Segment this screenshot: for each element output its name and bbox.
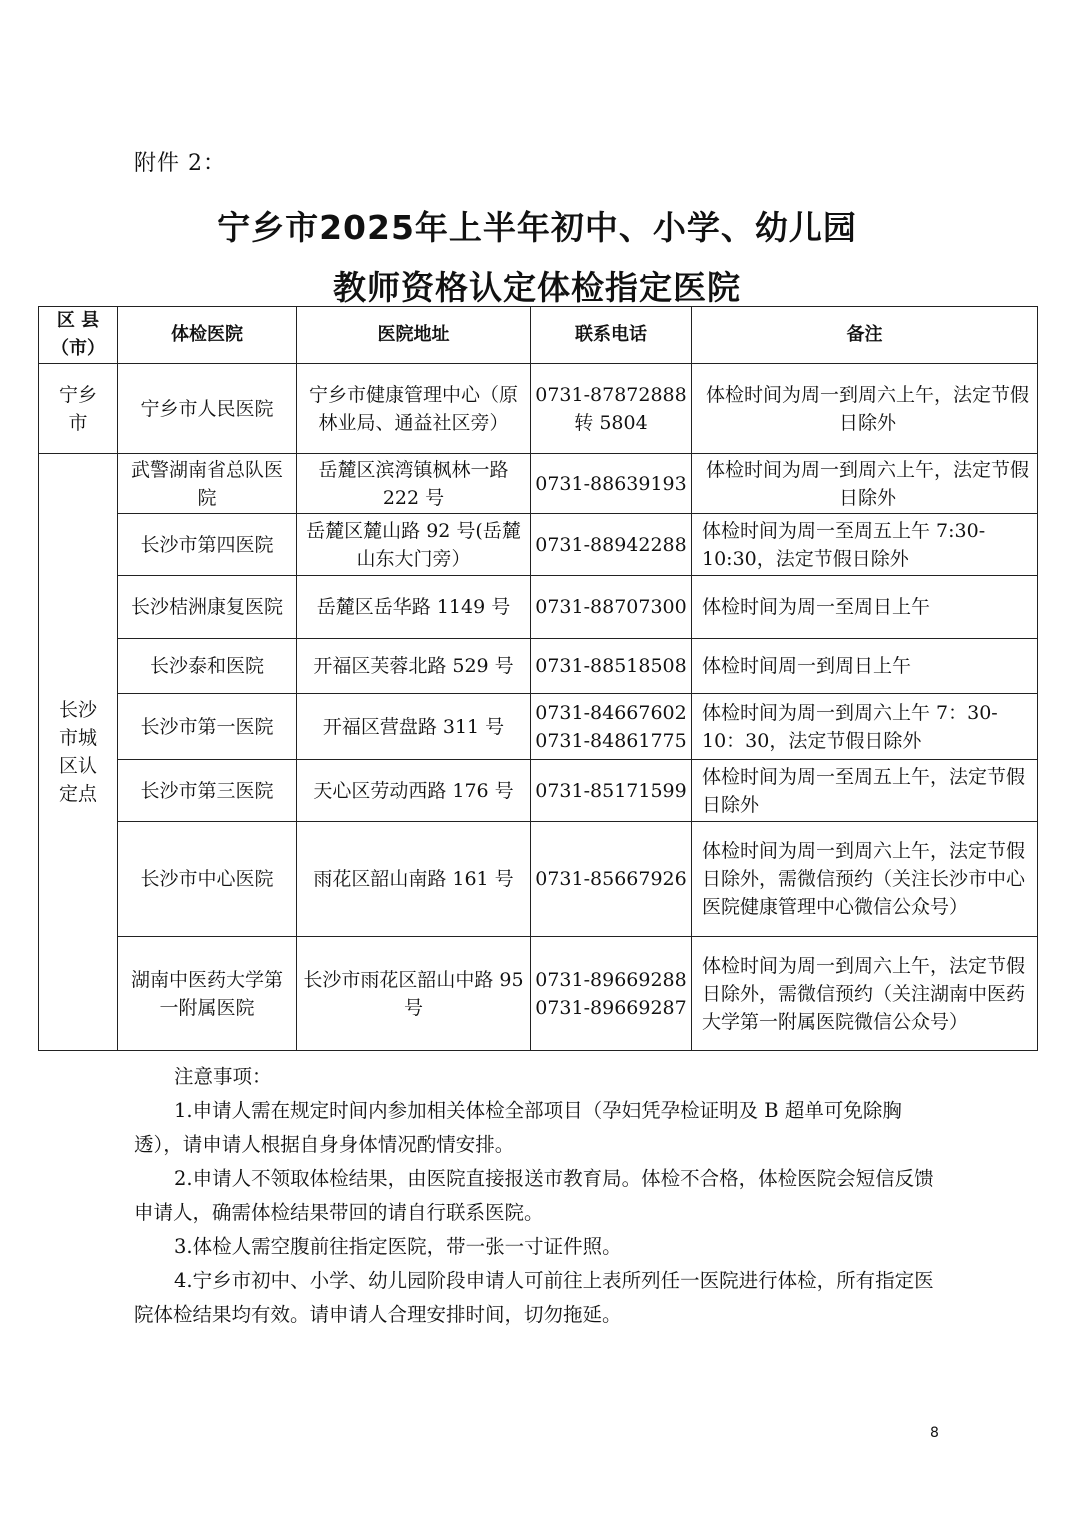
table-row [39, 514, 1038, 576]
hospital-cell: 长沙泰和医院 [118, 639, 297, 694]
phone-cell [531, 454, 692, 514]
remark-cell: 体检时间为周一至周日上午 [692, 576, 1038, 639]
phone-cell [531, 639, 692, 694]
hospital-cell: 宁乡市人民医院 [118, 364, 297, 454]
remark-cell: 体检时间周一到周日上午 [692, 639, 1038, 694]
hospital-cell: 湖南中医药大学第一附属医院 [118, 937, 297, 1051]
attachment-label: 附件 2： [134, 151, 226, 176]
address-cell: 开福区营盘路 311 号 [297, 694, 531, 760]
address-cell: 开福区芙蓉北路 529 号 [297, 639, 531, 694]
hospital-cell: 长沙市第一医院 [118, 694, 297, 760]
table-row [39, 576, 1038, 639]
hospital-cell: 长沙桔洲康复医院 [118, 576, 297, 639]
remark-cell: 体检时间为周一到周六上午，法定节假日除外，需微信预约（关注长沙市中心医院健康管理中心微信公众号） [692, 822, 1038, 937]
header-phone: 联系电话 [531, 307, 692, 364]
phone-cell [531, 937, 692, 1051]
phone-number: 0731-88639193 [535, 472, 687, 495]
phone-number: 0731-89669288 [535, 968, 687, 991]
phone-cell [531, 364, 692, 454]
header-remark: 备注 [692, 307, 1038, 364]
remark-cell: 体检时间为周一到周六上午 7：30-10：30，法定节假日除外 [692, 694, 1038, 760]
table-row [39, 694, 1038, 760]
table-row [39, 364, 1038, 454]
phone-cell [531, 694, 692, 760]
hospital-cell: 武警湖南省总队医院 [118, 454, 297, 514]
phone-number: 0731-84667602 [535, 701, 687, 724]
phone-cell [531, 576, 692, 639]
phone-number: 0731-88942288 [535, 533, 687, 556]
hospital-cell: 长沙市第三医院 [118, 760, 297, 822]
note-item: 2.申请人不领取体检结果，由医院直接报送市教育局。体检不合格，体检医院会短信反馈申请人，确需体检结果带回的请自行联系医院。 [134, 1167, 934, 1224]
header-district: 区 县（市） [39, 307, 118, 364]
header-hospital: 体检医院 [118, 307, 297, 364]
phone-number: 0731-88518508 [535, 655, 687, 677]
phone-cell [531, 760, 692, 822]
hospital-cell: 长沙市第四医院 [118, 514, 297, 576]
phone-cell [531, 514, 692, 576]
address-cell: 长沙市雨花区韶山中路 95 号 [297, 937, 531, 1051]
hospital-table [38, 306, 1038, 1051]
phone-number: 0731-89669287 [535, 996, 687, 1019]
note-item: 3.体检人需空腹前往指定医院，带一张一寸证件照。 [174, 1235, 622, 1258]
table-header-row [39, 307, 1038, 364]
remark-cell: 体检时间为周一到周六上午，法定节假日除外，需微信预约（关注湖南中医药大学第一附属医院微信公众号） [692, 937, 1038, 1051]
notes-section [134, 1060, 934, 1332]
document-title-line2: 教师资格认定体检指定医院 [333, 268, 741, 307]
page-number: 8 [930, 1425, 939, 1441]
address-cell: 岳麓区岳华路 1149 号 [297, 576, 531, 639]
address-cell: 天心区劳动西路 176 号 [297, 760, 531, 822]
phone-number: 0731-84861775 [535, 729, 687, 752]
table-row [39, 760, 1038, 822]
phone-number: 转 5804 [574, 411, 648, 434]
document-title-line1: 宁乡市2025年上半年初中、小学、幼儿园 [217, 208, 857, 247]
phone-number: 0731-88707300 [535, 596, 687, 618]
hospital-cell: 长沙市中心医院 [118, 822, 297, 937]
table-row [39, 639, 1038, 694]
address-cell: 宁乡市健康管理中心（原林业局、通益社区旁） [297, 364, 531, 454]
table-row [39, 822, 1038, 937]
phone-cell [531, 822, 692, 937]
district-cell: 宁乡市 [39, 364, 118, 454]
notes-heading: 注意事项： [174, 1065, 272, 1088]
table-row [39, 454, 1038, 514]
note-item: 4.宁乡市初中、小学、幼儿园阶段申请人可前往上表所列任一医院进行体检，所有指定医院体检结果均有效。请申请人合理安排时间，切勿拖延。 [134, 1269, 934, 1326]
remark-cell: 体检时间为周一到周六上午，法定节假日除外 [692, 364, 1038, 454]
remark-cell: 体检时间为周一到周六上午，法定节假日除外 [692, 454, 1038, 514]
address-cell: 岳麓区滨湾镇枫林一路 222 号 [297, 454, 531, 514]
header-address: 医院地址 [297, 307, 531, 364]
note-item: 1.申请人需在规定时间内参加相关体检全部项目（孕妇凭孕检证明及 B 超单可免除胸透），请申请人根据自身身体情况酌情安排。 [134, 1099, 902, 1156]
remark-cell: 体检时间为周一至周五上午，法定节假日除外 [692, 760, 1038, 822]
table-row [39, 937, 1038, 1051]
phone-number: 0731-85667926 [535, 868, 687, 890]
phone-number: 0731-87872888 [535, 383, 687, 406]
address-cell: 岳麓区麓山路 92 号(岳麓山东大门旁） [297, 514, 531, 576]
remark-cell: 体检时间为周一至周五上午 7:30-10:30，法定节假日除外 [692, 514, 1038, 576]
phone-number: 0731-85171599 [535, 779, 687, 802]
address-cell: 雨花区韶山南路 161 号 [297, 822, 531, 937]
district-cell: 长沙市城区认定点 [39, 454, 118, 1051]
